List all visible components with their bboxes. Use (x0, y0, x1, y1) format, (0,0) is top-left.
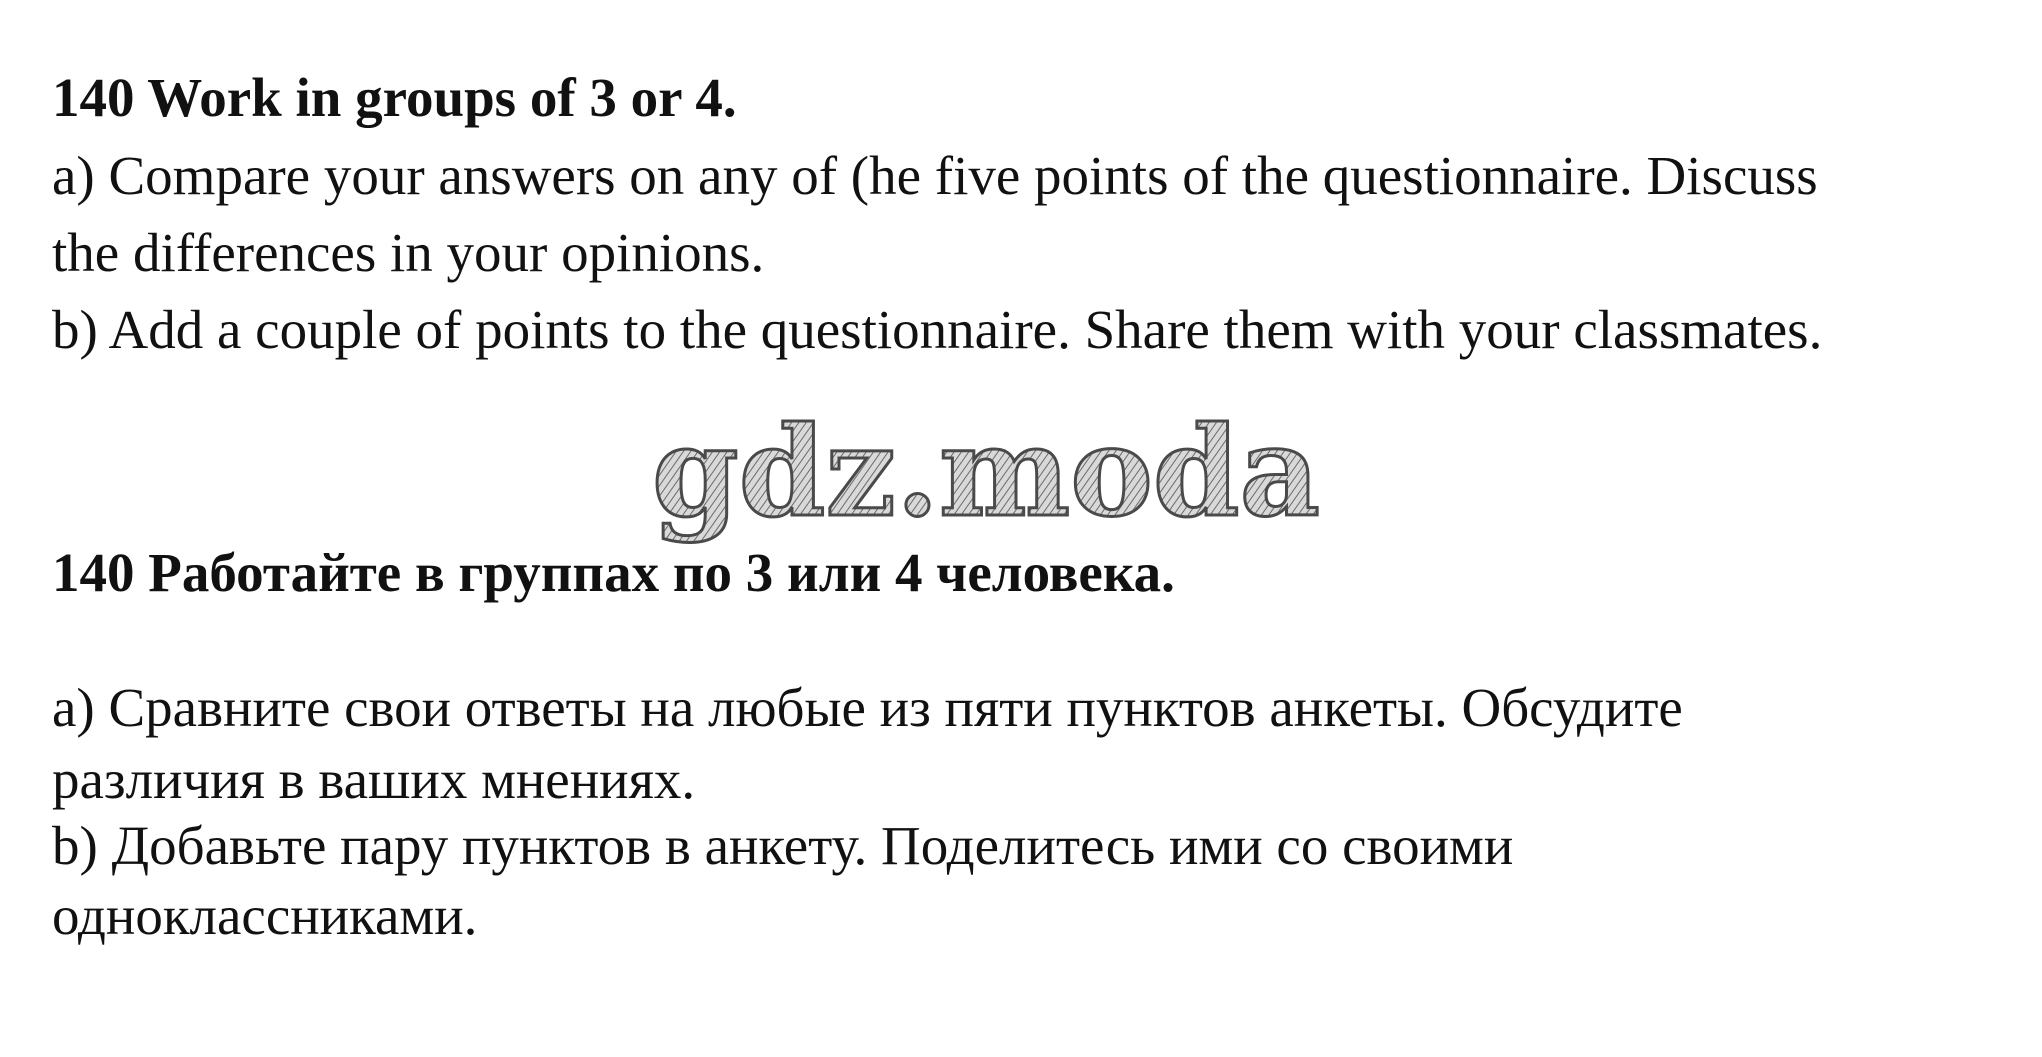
item-a-english-line2: the differences in your opinions. (52, 222, 765, 283)
exercise-title-russian: 140 Работайте в группах по 3 или 4 человека. (52, 542, 1175, 603)
item-a-english-line1: a) Compare your answers on any of (he five points of the questionnaire. Discuss (52, 145, 1818, 206)
item-a-russian-line2: различия в ваших мнениях. (52, 749, 696, 810)
item-b-russian-line1: b) Добавьте пару пунктов в анкету. Поделитесь ими со своими (52, 815, 1514, 876)
exercise-title-english: 140 Work in groups of 3 or 4. (52, 67, 737, 128)
item-a-russian-line1: a) Сравните свои ответы на любые из пяти пунктов анкеты. Обсудите (52, 677, 1683, 738)
svg-text:gdz.moda: gdz.moda (652, 400, 1320, 545)
item-b-russian-line2: одноклассниками. (52, 885, 478, 946)
watermark-logo (652, 400, 1320, 555)
item-b-english: b) Add a couple of points to the questionnaire. Share them with your classmates. (52, 299, 1823, 360)
